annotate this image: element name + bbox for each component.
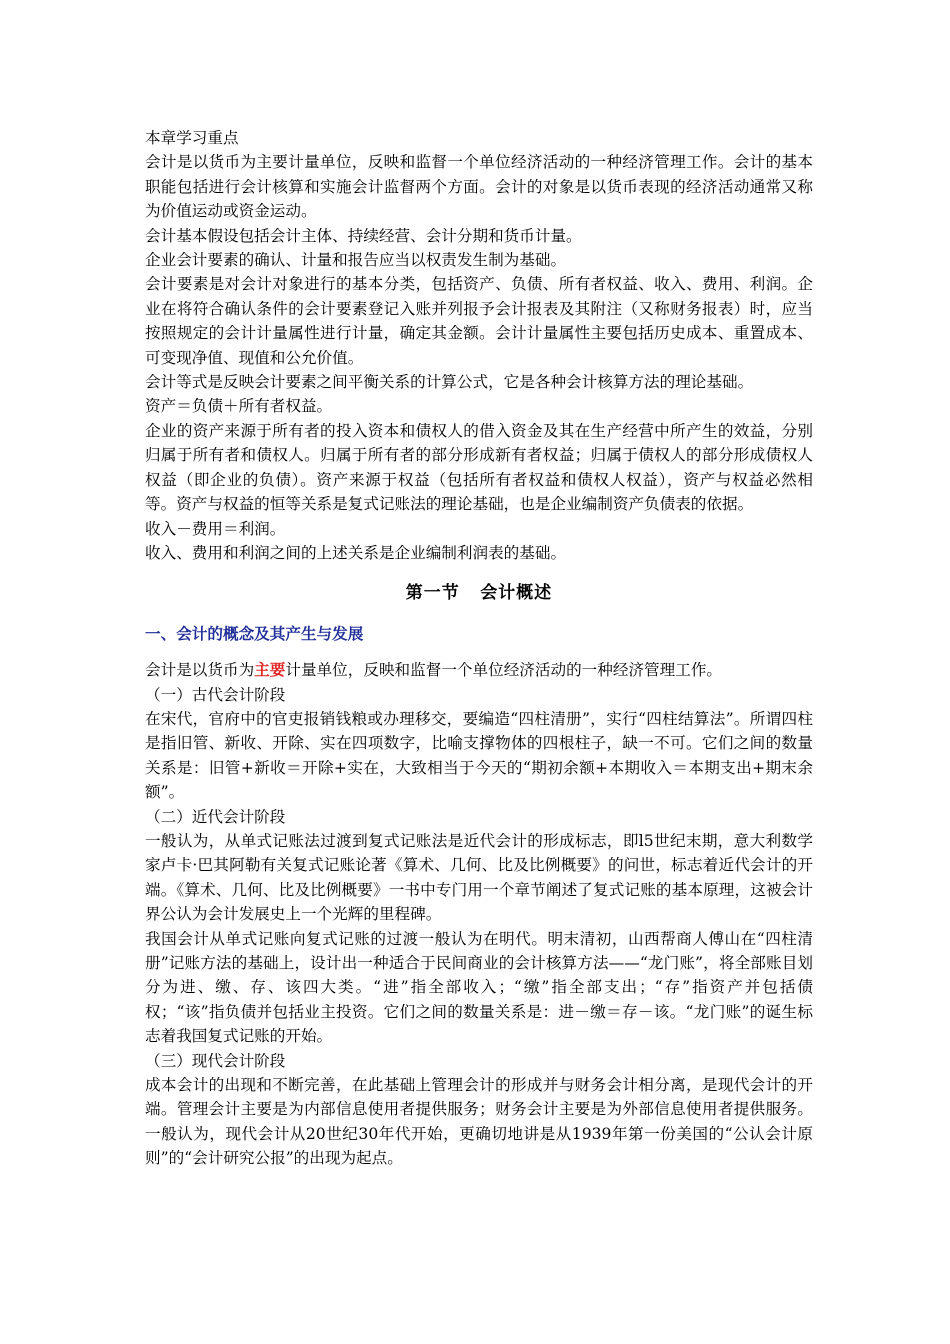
definition-text: 会计是以货币为 [145, 661, 255, 680]
section-title [145, 581, 813, 605]
intro-paragraph: 会计要素是对会计对象进行的基本分类，包括资产、负债、所有者权益、收入、费用、利润。企业在将符合确认条件的会计要素登记入账并列报予会计报表及其附注（又称财务报表）时，应当按照规定的会计计量属性进行计量，确定其金额。会计计量属性主要包括历史成本、重置成本、可变现净值、现值和公允价值。 [145, 275, 813, 367]
profit-equation: 收入－费用＝利润。 [145, 519, 286, 538]
stage-heading-contemporary: （三）现代会计阶段 [145, 1051, 286, 1070]
document-page [145, 126, 813, 1171]
subsection-heading: 一、会计的概念及其产生与发展 [145, 623, 364, 643]
stage-paragraph: 我国会计从单式记账向复式记账的过渡一般认为在明代。明末清初，山西帮商人傅山在“四柱清册”记账方法的基础上，设计出一种适合于民间商业的会计核算方法——“龙门账”，将全部账目划分为进、缴、存、该四大类。“进”指全部收入；“缴”指全部支出；“存”指资产并包括债权；“该”指负债并包括业主投资。它们之间的数量关系是：进－缴＝存－该。“龙门账”的诞生标志着我国复式记账的开始。 [145, 929, 813, 1046]
intro-paragraph: 会计是以货币为主要计量单位，反映和监督一个单位经济活动的一种经济管理工作。会计的基本职能包括进行会计核算和实施会计监督两个方面。会计的对象是以货币表现的经济活动通常又称为价值运动或资金运动。 [145, 153, 813, 221]
stage-heading-modern-early: （二）近代会计阶段 [145, 807, 286, 826]
intro-paragraph: 企业的资产来源于所有者的投入资本和债权人的借入资金及其在生产经营中所产生的效益，分别归属于所有者和债权人。归属于所有者的部分形成新有者权益；归属于债权人的部分形成债权人权益（即企业的负债）。资产来源于权益（包括所有者权益和债权人权益），资产与权益必然相等。资产与权益的恒等关系是复式记账法的理论基础，也是企业编制资产负债表的依据。 [145, 421, 813, 514]
accounting-equation: 资产＝负债＋所有者权益。 [145, 397, 333, 416]
stage-heading-ancient: （一）古代会计阶段 [145, 685, 286, 704]
intro-paragraph: 会计等式是反映会计要素之间平衡关系的计算公式，它是各种会计核算方法的理论基础。 [145, 373, 754, 392]
stage-paragraph: 在宋代，官府中的官吏报销钱粮或办理移交，要编造“四柱清册”，实行“四柱结算法”。所谓四柱是指旧管、新收、开除、实在四项数字，比喻支撑物体的四根柱子，缺一不可。它们之间的数量关系是：旧管+新收＝开除+实在，大致相当于今天的“期初余额+本期收入＝本期支出+期末余额”。 [145, 709, 813, 802]
intro-paragraph: 会计基本假设包括会计主体、持续经营、会计分期和货币计量。 [145, 226, 582, 245]
stage-paragraph: 一般认为，从单式记账法过渡到复式记账法是近代会计的形成标志，即l5世纪末期，意大利数学家卢卡·巴其阿勒有关复式记账论著《算术、几何、比及比例概要》的问世，标志着近代会计的开端。《算术、几何、比及比例概要》一书中专门用一个章节阐述了复式记账的基本原理，这被会计界公认为会计发展史上一个光辉的里程碑。 [145, 831, 813, 924]
definition-paragraph [145, 658, 813, 682]
stage-paragraph: 成本会计的出现和不断完善，在此基础上管理会计的形成并与财务会计相分离，是现代会计的开端。管理会计主要是为内部信息使用者提供服务；财务会计主要是为外部信息使用者提供服务。一般认为，现代会计从20世纪30年代开始，更确切地讲是从1939年第一份美国的“公认会计原则”的“会计研究公报”的出现为起点。 [145, 1076, 813, 1168]
section-number: 第一节 [405, 583, 460, 604]
intro-paragraph: 企业会计要素的确认、计量和报告应当以权责发生制为基础。 [145, 251, 567, 270]
definition-text: 计量单位，反映和监督一个单位经济活动的一种经济管理工作。 [285, 661, 723, 680]
section-name: 会计概述 [480, 583, 553, 604]
chapter-key-points-heading: 本章学习重点 [145, 129, 239, 147]
definition-emphasis: 主要 [254, 660, 286, 680]
intro-paragraph: 收入、费用和利润之间的上述关系是企业编制利润表的基础。 [145, 543, 567, 562]
